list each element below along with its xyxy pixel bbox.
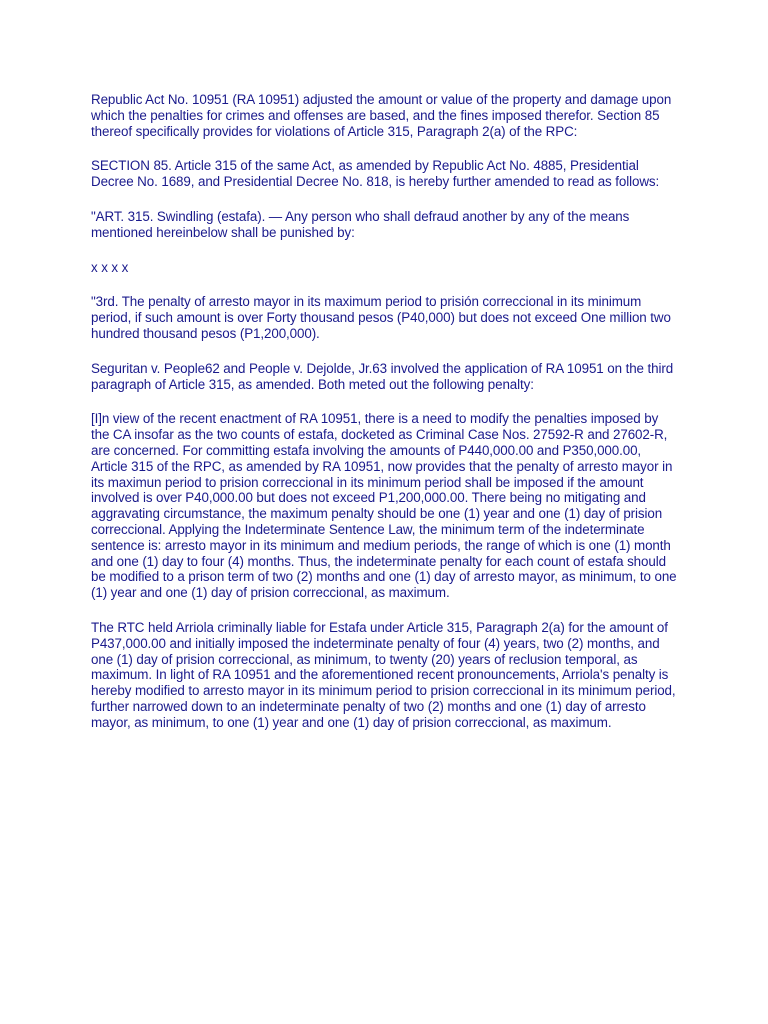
document-body — [91, 92, 691, 750]
paragraph-3rd-penalty: "3rd. The penalty of arresto mayor in its maximum period to prisión correccional in its minimum period, if such amount is over Forty thousand pesos (P40,000) but does not exceed One million two hundred thousand pesos (P1,200,000). — [91, 294, 671, 341]
paragraph-seguritan: Seguritan v. People62 and People v. Dejolde, Jr.63 involved the application of RA 10951 on the third paragraph of Article 315, as amended. Both meted out the following penalty: — [91, 360, 674, 392]
paragraph-art-315: "ART. 315. Swindling (estafa). — Any person who shall defraud another by any of the means mentioned hereinbelow shall be punished by: — [91, 208, 630, 240]
paragraph-ellipsis: x x x x — [91, 259, 129, 275]
paragraph-rtc-arriola: The RTC held Arriola criminally liable for Estafa under Article 315, Paragraph 2(a) for the amount of P437,000.00 and initially imposed the indeterminate penalty of four (4) years, two (2) months, and one (1) day of prision correccional, as minimum, to twenty (20) years of reclusion temporal, as maximum. In light of RA 10951 and the aforementioned recent pronouncements, Arriola's penalty is hereby modified to arresto mayor in its minimum period to prision correccional in its minimum period, further narrowed down to an indeterminate penalty of two (2) months and one (1) day of arresto mayor, as minimum, to one (1) year and one (1) day of prision correccional, as maximum. — [91, 619, 676, 730]
paragraph-quoted-ruling: [I]n view of the recent enactment of RA 10951, there is a need to modify the penalties imposed by the CA insofar as the two counts of estafa, docketed as Criminal Case Nos. 27592-R and 27602-R, are concerned. For committing estafa involving the amounts of P440,000.00 and P350,000.00, Article 315 of the RPC, as amended by RA 10951, now provides that the penalty of arresto mayor in its maximun period to prision correccional in its minimum period shall be imposed if the amount involved is over P40,000.00 but does not exceed P1,200,000.00. There being no mitigating and aggravating circumstance, the maximum penalty should be one (1) year and one (1) day of prision correccional. Applying the Indeterminate Sentence Law, the minimum term of the indeterminate sentence is: arresto mayor in its minimum and medium periods, the range of which is one (1) month and one (1) day to four (4) months. Thus, the indeterminate penalty for each count of estafa should be modified to a prison term of two (2) months and one (1) day of arresto mayor, as minimum, to one (1) year and one (1) day of prision correccional, as maximum. — [91, 411, 677, 601]
paragraph-section-85: SECTION 85. Article 315 of the same Act, as amended by Republic Act No. 4885, Presidential Decree No. 1689, and Presidential Decree No. 818, is hereby further amended to read as follows: — [91, 158, 660, 190]
paragraph-ra10951-intro: Republic Act No. 10951 (RA 10951) adjusted the amount or value of the property and damage upon which the penalties for crimes and offenses are based, and the fines imposed therefor. Section 85 thereof specifically provides for violations of Article 315, Paragraph 2(a) of the RPC: — [91, 92, 672, 139]
